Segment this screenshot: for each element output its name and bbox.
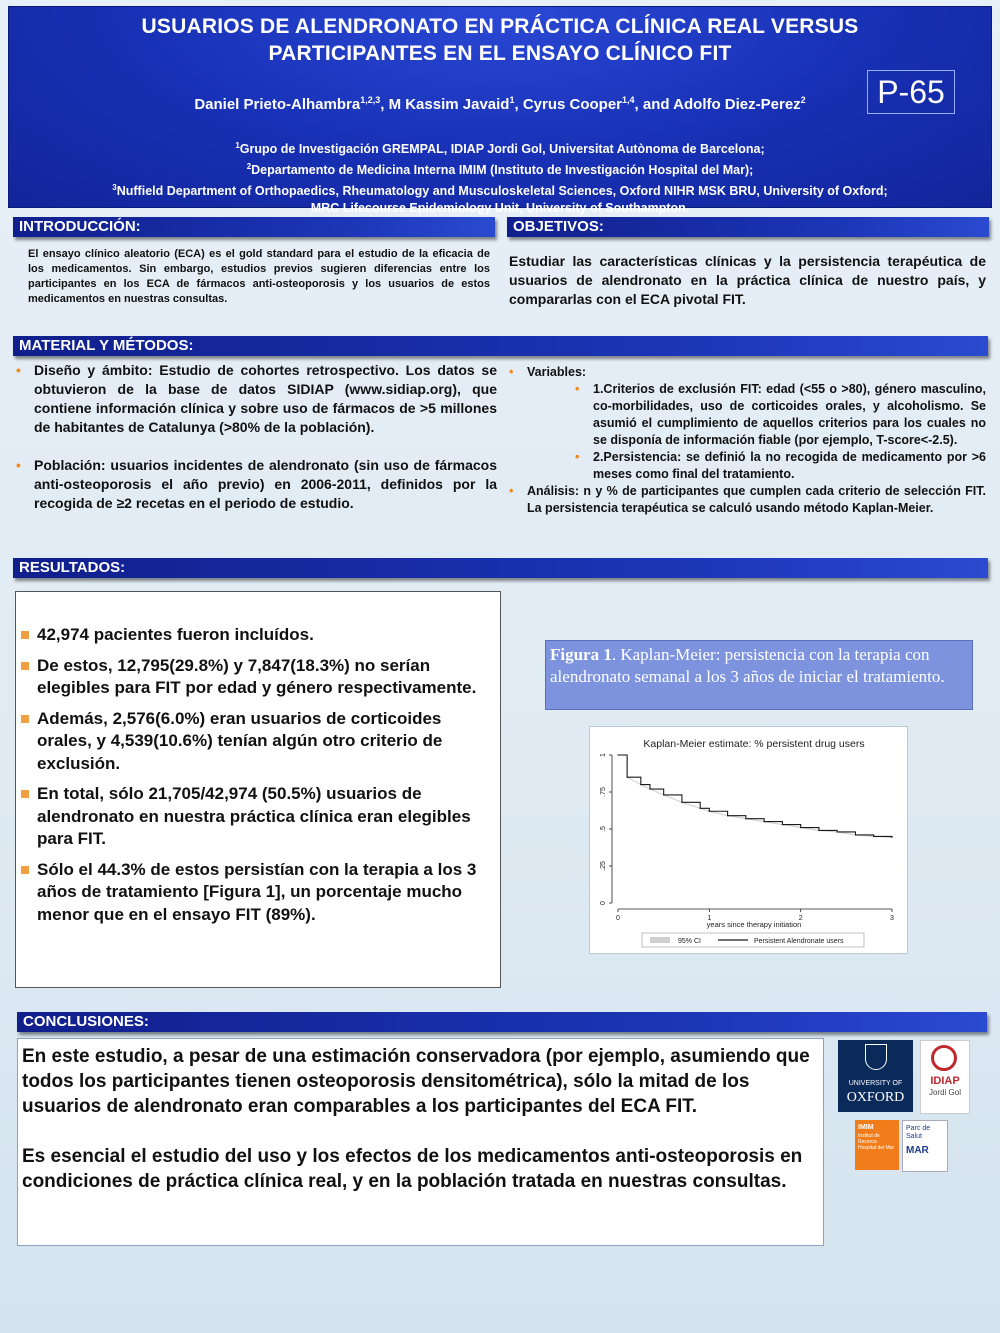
- variables-list: [575, 381, 986, 483]
- methods-population-text: Población: usuarios incidentes de alendronato (sin uso de fármacos anti-osteoporosis el año previo) en 2006-2011, definidos por la recogida de ≥2 recetas en el periodo de estudio.: [34, 457, 497, 511]
- series-line-persistent-users: [618, 755, 892, 837]
- data-point: [681, 802, 682, 803]
- result-text: De estos, 12,795(29.8%) y 7,847(18.3%) no serían elegibles para FIT por edad y género respectivamente.: [37, 655, 477, 697]
- poster-number-badge: P-65: [867, 70, 955, 114]
- parc-salut-mar-logo: [902, 1120, 948, 1172]
- affiliations: [9, 137, 991, 217]
- objectives-text: Estudiar las características clínicas y la persistencia terapéutica de usuarios de alendronato en la práctica clínica de nuestro país, y compararlas con el ECA pivotal FIT.: [509, 253, 986, 307]
- analysis-list: [509, 483, 986, 517]
- author-name: Adolfo Diez-Perez: [673, 96, 801, 113]
- section-heading-intro: INTRODUCCIÓN:: [13, 217, 495, 237]
- author-name: Cyrus Cooper: [522, 96, 623, 113]
- affiliation-text: Grupo de Investigación GREMPAL, IDIAP Jordi Gol, Universitat Autònoma de Barcelona;: [239, 142, 765, 157]
- methods-left-list: [16, 361, 497, 513]
- oxford-logo: [838, 1040, 913, 1112]
- affiliation-text: MRC Lifecourse Epidemiology Unit, University of Southampton.: [310, 201, 690, 216]
- bullet-dot-icon: •: [509, 365, 514, 379]
- results-box: [15, 591, 501, 988]
- conclusions-box: [17, 1038, 824, 1246]
- result-text: Además, 2,576(6.0%) eran usuarios de corticoides orales, y 4,539(10.6%) tenían algún otro criterio de exclusión.: [37, 708, 443, 773]
- imim-logo-line2: Institut de Recerca Hospital del Mar: [858, 1133, 895, 1151]
- section-heading-results: RESULTADOS:: [13, 558, 988, 578]
- idiap-mark-icon: [931, 1045, 957, 1071]
- methods-right-list: [509, 364, 986, 381]
- x-axis-label: years since therapy initiation: [706, 920, 802, 929]
- square-bullet-icon: [21, 662, 29, 670]
- kaplan-meier-figure: [589, 726, 908, 954]
- list-item: [21, 783, 491, 851]
- list-item: [21, 655, 491, 700]
- data-point: [649, 788, 650, 789]
- section-heading-methods: MATERIAL Y MÉTODOS:: [13, 336, 988, 356]
- legend-label: 95% CI: [678, 938, 701, 945]
- figure-label: Figura 1: [550, 645, 612, 664]
- y-tick-label: .25: [600, 861, 607, 871]
- data-point: [709, 811, 710, 812]
- figure-caption-text: . Kaplan-Meier: persistencia con la terapia con alendronato semanal a los 3 años de iniciar el tratamiento.: [550, 645, 945, 686]
- affiliation-text: Nuffield Department of Orthopaedics, Rheumatology and Musculoskeletal Sciences, Oxford NIHR MSK BRU, University of Oxford;: [116, 184, 888, 199]
- bullet-dot-icon: •: [16, 362, 21, 378]
- square-bullet-icon: [21, 631, 29, 639]
- data-point: [640, 784, 641, 785]
- list-item: [21, 859, 491, 927]
- y-tick-label: .75: [600, 787, 607, 797]
- data-point: [873, 836, 874, 837]
- author-sup: 1: [509, 95, 515, 105]
- bullet-dot-icon: •: [16, 457, 21, 473]
- y-tick-label: .5: [600, 826, 607, 832]
- data-point: [818, 830, 819, 831]
- methods-design-text: Diseño y ámbito: Estudio de cohortes retrospectivo. Los datos se obtuvieron de la base de datos SIDIAP (www.sidiap.org), que contiene información clínica y sobre uso de fármacos de >5 millones de habitantes de Catalunya (>80% de la población).: [34, 362, 497, 435]
- affiliation-sup: 2: [246, 162, 252, 172]
- bullet-dot-icon: •: [509, 484, 514, 498]
- idiap-logo-line1: IDIAP: [930, 1075, 960, 1087]
- author-sep: , and: [634, 96, 674, 113]
- result-text: 42,974 pacientes fueron incluídos.: [37, 625, 314, 644]
- list-item: [16, 456, 497, 513]
- x-tick-label: 1: [707, 915, 712, 922]
- square-bullet-icon: [21, 866, 29, 874]
- psmar-logo-line1: Parc de Salut: [906, 1125, 931, 1140]
- figure-caption: [545, 640, 973, 710]
- data-point: [764, 821, 765, 822]
- author-name: M Kassim Javaid: [388, 96, 510, 113]
- variable-persistence-text: 2.Persistencia: se definió la no recogida de medicamento por >6 meses como final del tratamiento.: [593, 450, 986, 481]
- affiliation-sup: 3: [112, 183, 117, 193]
- idiap-logo-line2: Jordi Gol: [928, 1088, 961, 1097]
- data-point: [800, 827, 801, 828]
- affiliation-line: [9, 200, 991, 217]
- legend-label: Persistent Alendronate users: [754, 938, 844, 945]
- data-point: [745, 818, 746, 819]
- data-point: [837, 831, 838, 832]
- oxford-logo-line2: OXFORD: [846, 1090, 905, 1105]
- author-sup: 1,2,3: [360, 95, 381, 105]
- imim-logo: [855, 1120, 899, 1170]
- author-list: [9, 95, 991, 113]
- plot-area: [600, 753, 894, 922]
- list-item: [21, 624, 491, 647]
- x-tick-label: 2: [798, 915, 803, 922]
- bullet-dot-icon: •: [575, 382, 580, 396]
- affiliation-line: [9, 137, 991, 158]
- affiliation-line: [9, 158, 991, 179]
- author-sup: 1,4: [622, 95, 635, 105]
- variable-criteria-text: 1.Criterios de exclusión FIT: edad (<55 o >80), género masculino, co-morbilidades, uso de corticoides orales, y alcoholismo. Se asumió el cumplimiento de aquellos criterios para los cuales no se disponía de información fiable (por ejemplo, T-score<-2.5).: [593, 382, 986, 447]
- data-point: [617, 754, 618, 755]
- data-point: [627, 777, 628, 778]
- author-name: Daniel Prieto-Alhambra: [194, 96, 361, 113]
- confidence-band: [618, 755, 892, 838]
- author-sep: ,: [380, 96, 389, 113]
- author-sep: ,: [514, 96, 523, 113]
- y-tick-label: 0: [600, 901, 607, 905]
- square-bullet-icon: [21, 715, 29, 723]
- affiliation-sup: 1: [235, 141, 240, 150]
- psmar-logo-line2: MAR: [906, 1145, 929, 1156]
- list-item: [21, 708, 491, 776]
- list-item: [509, 364, 986, 381]
- data-point: [855, 834, 856, 835]
- section-heading-conclusions: CONCLUSIONES:: [17, 1012, 987, 1032]
- conclusion-paragraph: En este estudio, a pesar de una estimación conservadora (por ejemplo, asumiendo que todos los participantes tienen osteoporosis densitométrica), sólo la mitad de los usuarios de alendronato eran comparables a los participantes del ECA FIT.: [22, 1046, 810, 1117]
- crest-icon: [865, 1044, 887, 1070]
- results-list: [21, 624, 491, 934]
- square-bullet-icon: [21, 790, 29, 798]
- kaplan-meier-chart: [590, 727, 907, 953]
- list-item: [575, 449, 986, 483]
- data-point: [891, 837, 892, 838]
- chart-legend: [642, 933, 864, 947]
- title-line-1: USUARIOS DE ALENDRONATO EN PRÁCTICA CLÍNICA REAL VERSUS: [141, 15, 859, 38]
- affiliation-text: Departamento de Medicina Interna IMIM (Instituto de Investigación Hospital del Mar);: [251, 163, 754, 178]
- idiap-logo: [920, 1040, 970, 1114]
- title-line-2: PARTICIPANTES EN EL ENSAYO CLÍNICO FIT: [268, 42, 732, 65]
- result-text: Sólo el 44.3% de estos persistían con la terapia a los 3 años de tratamiento [Figura 1], un porcentaje mucho menor que en el ensayo FIT (89%).: [37, 859, 477, 924]
- result-text: En total, sólo 21,705/42,974 (50.5%) usuarios de alendronato en nuestra práctica clínica eran elegibles para FIT.: [37, 784, 471, 848]
- affiliation-line: [9, 179, 991, 200]
- data-point: [782, 824, 783, 825]
- legend-ci-swatch: [650, 937, 670, 943]
- data-point: [727, 815, 728, 816]
- imim-logo-line1: IMIM: [858, 1124, 874, 1131]
- bullet-dot-icon: •: [575, 450, 580, 464]
- y-tick-label: 1: [600, 753, 607, 757]
- oxford-logo-line1: UNIVERSITY OF: [848, 1080, 903, 1087]
- variables-label: Variables:: [527, 365, 587, 379]
- data-point: [663, 794, 664, 795]
- data-point: [625, 754, 626, 755]
- analysis-text: Análisis: n y % de participantes que cumplen cada criterio de selección FIT. La persistencia terapéutica se calculó usando método Kaplan-Meier.: [527, 484, 986, 515]
- x-tick-label: 0: [616, 915, 620, 922]
- section-heading-objectives: OBJETIVOS:: [507, 217, 989, 237]
- list-item: [16, 361, 497, 437]
- chart-title: Kaplan-Meier estimate: % persistent drug users: [643, 738, 865, 750]
- list-item: [509, 483, 986, 517]
- poster-header: [8, 6, 992, 216]
- x-tick-label: 3: [890, 915, 894, 922]
- conclusion-paragraph: Es esencial el estudio del uso y los efectos de los medicamentos anti-osteoporosis en condiciones de práctica clínica real, y en la población tratada en nuestras consultas.: [22, 1146, 803, 1192]
- methods-right-column: [509, 364, 986, 517]
- list-item: [575, 381, 986, 449]
- poster-title: [9, 13, 991, 67]
- data-point: [700, 808, 701, 809]
- author-sup: 2: [800, 95, 806, 105]
- intro-text: El ensayo clínico aleatorio (ECA) es el gold standard para el estudio de la eficacia de los medicamentos. Sin embargo, estudios previos sugieren diferencias entre los participantes en los ECA de fármacos anti-osteoporosis y los usuarios de estos medicamentos en nuestras consultas.: [28, 248, 490, 305]
